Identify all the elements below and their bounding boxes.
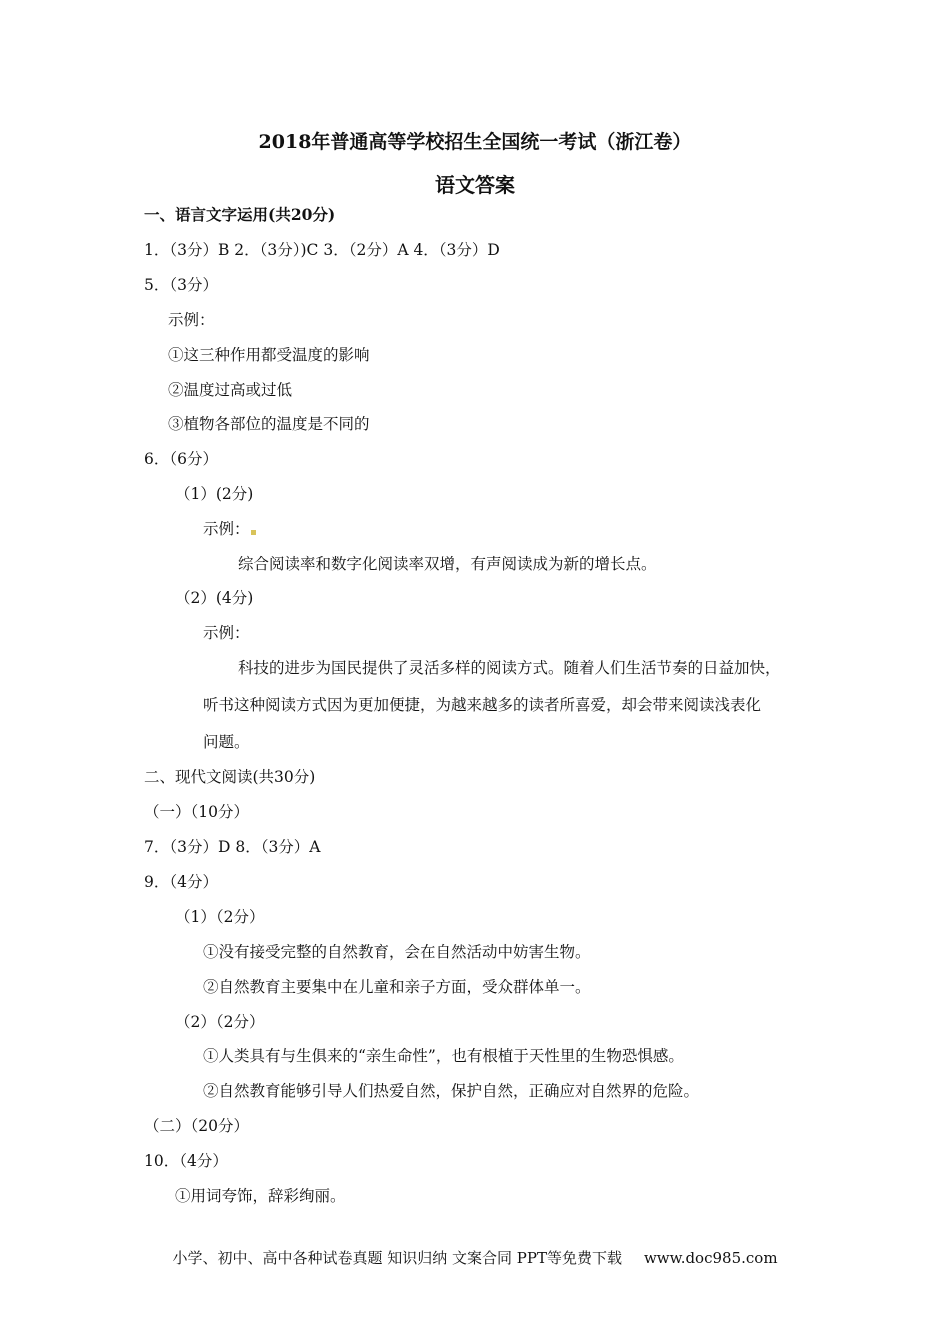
sub-question-heading: （1）(2分) (175, 485, 254, 503)
answer-point: ②自然教育能够引导人们热爱自然，保护自然，正确应对自然界的危险。 (203, 1082, 700, 1100)
doc-title: 2018年普通高等学校招生全国统一考试（浙江卷） (258, 131, 692, 153)
part-heading: （一）（10分） (144, 803, 249, 821)
sub-question-heading: （2）（2分） (175, 1013, 265, 1031)
section-heading-2: 二、现代文阅读(共30分) (144, 768, 316, 786)
answer-paragraph: 听书这种阅读方式因为更加便捷，为越来越多的读者所喜爱，却会带来阅读浅表化 (203, 696, 762, 714)
answer-point: ③植物各部位的温度是不同的 (168, 415, 370, 433)
answer-point: ①人类具有与生俱来的“亲生命性”，也有根植于天性里的生物恐惧感。 (203, 1047, 684, 1065)
part-heading: （二）（20分） (144, 1117, 249, 1135)
sub-question-heading: （2）(4分) (175, 589, 254, 607)
answer-line-1-4: 1．（3分）B 2．（3分）)C 3．（2分）A 4．（3分）D (144, 241, 500, 259)
answer-point: ②自然教育主要集中在儿童和亲子方面，受众群体单一。 (203, 978, 591, 996)
sub-question-heading: （1）（2分） (175, 908, 265, 926)
answer-paragraph: 综合阅读率和数字化阅读率双增，有声阅读成为新的增长点。 (238, 555, 657, 573)
question-5-heading: 5．（3分） (144, 276, 218, 294)
answer-line-7-8: 7．（3分）D 8．（3分）A (144, 838, 321, 856)
question-6-heading: 6．（6分） (144, 450, 218, 468)
answer-point: ①没有接受完整的自然教育，会在自然活动中妨害生物。 (203, 943, 591, 961)
answer-paragraph: 问题。 (203, 733, 250, 751)
example-label: 示例： (203, 624, 250, 642)
footer-text: 小学、初中、高中各种试卷真题 知识归纳 文案合同 PPT等免费下载 (172, 1249, 622, 1267)
page-footer (0, 1247, 950, 1268)
footer-site-link[interactable]: www.doc985.com (643, 1249, 778, 1267)
question-9-heading: 9．（4分） (144, 873, 218, 891)
answer-point: ①这三种作用都受温度的影响 (168, 346, 370, 364)
example-label: 示例： (203, 519, 256, 539)
doc-subtitle: 语文答案 (435, 173, 515, 197)
answer-point: ①用词夸饰，辞彩绚丽。 (175, 1187, 346, 1205)
section-heading-1: 一、语言文字运用(共20分) (144, 205, 336, 224)
answer-paragraph: 科技的进步为国民提供了灵活多样的阅读方式。随着人们生活节奏的日益加快， (238, 659, 781, 677)
highlight-mark (251, 530, 256, 535)
example-label: 示例： (168, 311, 215, 329)
question-10-heading: 10．（4分） (144, 1152, 228, 1170)
answer-point: ②温度过高或过低 (168, 381, 293, 399)
